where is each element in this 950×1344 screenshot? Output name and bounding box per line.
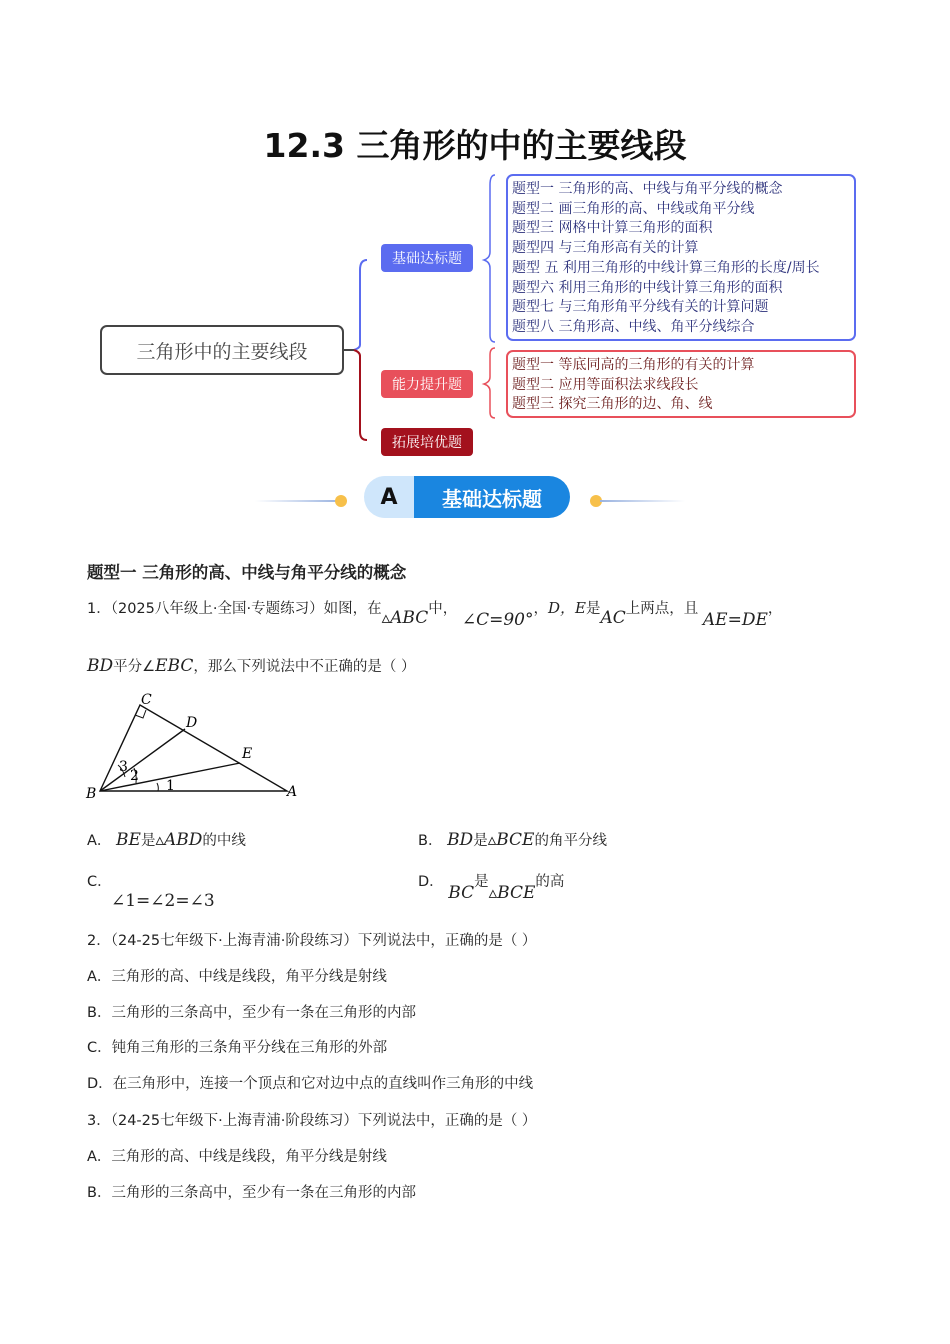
label-C: C: [141, 692, 152, 708]
branch-ability: 能力提升题: [381, 370, 473, 398]
option-key: D．: [418, 874, 444, 890]
text: 中，: [428, 601, 458, 617]
q2-option-c[interactable]: C．钝角三角形的三条角平分线在三角形的外部: [87, 1040, 388, 1056]
q2-option-a[interactable]: A．三角形的高、中线是线段，角平分线是射线: [87, 969, 387, 985]
label-E: E: [242, 746, 253, 762]
label-D: D: [186, 715, 198, 731]
option-key: C．: [87, 874, 112, 890]
topic-item: 题型三 探究三角形的边、角、线: [512, 396, 713, 413]
banner-line-left: [255, 500, 340, 502]
topic-item: 题型二 画三角形的高、中线或角平分线: [512, 200, 755, 217]
text: ，: [767, 601, 783, 617]
topic-item: 题型四 与三角形高有关的计算: [512, 240, 699, 257]
q2-stem: 2．（24-25七年级下·上海青浦·阶段练习）下列说法中，正确的是（ ）: [87, 933, 537, 949]
q1-stem-line2: [87, 655, 415, 676]
label-1: 1: [166, 778, 175, 794]
text: 的高: [535, 874, 565, 890]
math: AE=DE: [702, 610, 768, 630]
text: 平分∠: [113, 659, 156, 675]
text: 是: [473, 833, 488, 849]
topic-item: 题型三 网格中计算三角形的面积: [512, 220, 713, 237]
page-title: 12.3 三角形的中的主要线段: [263, 126, 687, 165]
banner-dot-left: [335, 495, 347, 507]
q1-option-b[interactable]: [418, 829, 607, 850]
option-key: B．: [418, 833, 443, 849]
banner-line-right: [600, 500, 685, 502]
topic-item: 题型 五 利用三角形的中线计算三角形的长度/周长: [512, 259, 820, 276]
option-key: A．: [87, 833, 112, 849]
q3-option-b[interactable]: B．三角形的三条高中，至少有一条在三角形的内部: [87, 1185, 416, 1201]
text: ，那么下列说法中不正确的是（ ）: [193, 659, 416, 675]
math: BD: [447, 830, 474, 850]
q1-source: （2025八年级上·全国·专题练习）如图，在: [110, 601, 382, 617]
q1-option-d[interactable]: [418, 870, 565, 903]
mindmap-connectors: [340, 170, 510, 460]
section-heading: 题型一 三角形的高、中线与角平分线的概念: [87, 563, 407, 582]
branch-extend: 拓展培优题: [381, 428, 473, 456]
label-A: A: [287, 784, 298, 800]
label-B: B: [86, 786, 97, 802]
math: ∠1=∠2=∠3: [111, 891, 215, 911]
text: 是: [474, 874, 489, 890]
text: 的中线: [202, 833, 246, 849]
text: 是: [585, 601, 601, 617]
math: ▵BCE: [488, 883, 536, 903]
basic-topic-list: [506, 174, 856, 341]
q2-option-b[interactable]: B．三角形的三条高中，至少有一条在三角形的内部: [87, 1005, 416, 1021]
math: ▵ABC: [381, 608, 429, 628]
math: BD: [87, 656, 114, 676]
math: ∠C=90°: [461, 610, 534, 630]
banner-letter: A: [364, 476, 414, 518]
math: AC: [600, 608, 626, 628]
q1-number: 1．: [87, 601, 111, 617]
math: D，E: [548, 599, 586, 617]
mindmap-root: 三角形中的主要线段: [100, 325, 344, 375]
topic-item: 题型八 三角形高、中线、角平分线综合: [512, 318, 755, 335]
banner-label: 基础达标题: [414, 476, 570, 518]
section-banner: [364, 476, 570, 518]
label-2: 2: [130, 768, 139, 784]
q1-option-c[interactable]: [87, 870, 215, 911]
q3-stem: 3．（24-25七年级下·上海青浦·阶段练习）下列说法中，正确的是（ ）: [87, 1113, 537, 1129]
q1-stem-line1: [87, 597, 783, 630]
q2-option-d[interactable]: D．在三角形中，连接一个顶点和它对边中点的直线叫作三角形的中线: [87, 1076, 534, 1092]
text: 是: [140, 833, 156, 849]
branch-basic: 基础达标题: [381, 244, 473, 272]
label-3: 3: [119, 759, 128, 775]
math: ▵BCE: [487, 830, 535, 850]
text: 的角平分线: [534, 833, 607, 849]
math: BC: [448, 883, 475, 903]
topic-item: 题型二 应用等面积法求线段长: [512, 376, 699, 393]
math: BE: [116, 830, 141, 850]
text: ，: [533, 601, 548, 617]
topic-item: 题型一 三角形的高、中线与角平分线的概念: [512, 181, 783, 197]
topic-item: 题型七 与三角形角平分线有关的计算问题: [512, 299, 769, 316]
q3-option-a[interactable]: A．三角形的高、中线是线段，角平分线是射线: [87, 1149, 387, 1165]
ability-topic-list: [506, 350, 856, 418]
topic-item: 题型一 等底同高的三角形的有关的计算: [512, 357, 755, 373]
q1-option-a[interactable]: [87, 829, 246, 850]
math: EBC: [155, 656, 194, 676]
math: ▵ABD: [155, 830, 203, 850]
q1-triangle-figure: [80, 685, 310, 805]
text: 上两点，且: [625, 601, 699, 617]
topic-item: 题型六 利用三角形的中线计算三角形的面积: [512, 279, 783, 296]
